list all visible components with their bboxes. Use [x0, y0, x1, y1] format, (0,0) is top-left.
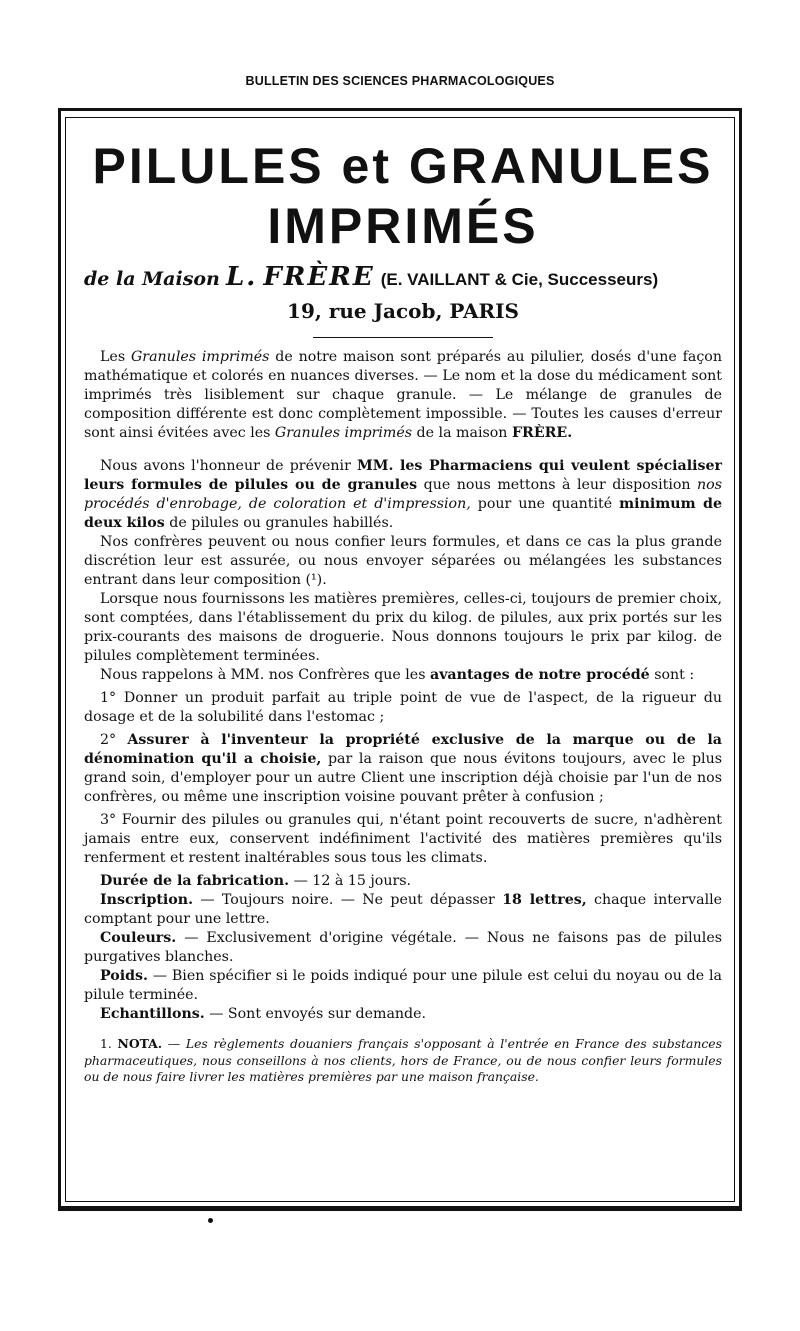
advantage-2: 2° Assurer à l'inventeur la propriété exclusive de la marque ou de la dénomination qu'il a choisie, par la raison que nous évitons toujours, avec le plus grand soin, d'employer pour un autre Client une inscription déjà choisie par l'un de nos confrères, ou même une inscription voisine pouvant prêter à confusion ;	[84, 732, 723, 805]
paragraph-prevenir: Nous avons l'honneur de prévenir MM. les Pharmaciens qui veulent spécialiser leurs formules de pilules ou de granules que nous mettons à leur disposition nos procédés d'enrobage, de coloration et d'impression, pour une quantité minimum de deux kilos de pilules ou granules habillés.	[84, 458, 723, 531]
bottom-border-rule	[58, 1206, 742, 1209]
spec-duree: Durée de la fabrication. — 12 à 15 jours.	[100, 873, 412, 889]
printer-dot-mark	[208, 1218, 213, 1223]
advantage-3: 3° Fournir des pilules ou granules qui, n'étant point recouverts de sucre, n'adhèrent jamais entre eux, conservent indéfiniment l'activité des matières premières qu'ils renferment et restent inaltérables sous tous les climats.	[84, 812, 722, 866]
address: 19, rue Jacob, PARIS	[287, 299, 519, 323]
advertisement-content	[84, 126, 722, 1086]
maison-prefix: de la Maison	[84, 268, 220, 290]
maison-line	[84, 264, 722, 293]
title-line-2: IMPRIMÉS	[267, 198, 539, 254]
advantage-1: 1° Donner un produit parfait au triple point de vue de l'aspect, de la rigueur du dosage et de la solubilité dans l'estomac ;	[84, 690, 722, 725]
divider	[313, 337, 493, 338]
maison-initial: L.	[225, 262, 258, 292]
spec-inscription: Inscription. — Toujours noire. — Ne peut dépasser 18 lettres, chaque intervalle comptant pour une lettre.	[84, 892, 723, 927]
spec-poids: Poids. — Bien spécifier si le poids indiqué pour une pilule est celui du noyau ou de la pilule terminée.	[84, 968, 722, 1003]
paragraph-avantages: Nous rappelons à MM. nos Confrères que les avantages de notre procédé sont :	[100, 667, 695, 683]
page-header: BULLETIN DES SCIENCES PHARMACOLOGIQUES	[245, 74, 555, 88]
title-line-1: PILULES et GRANULES	[92, 138, 714, 194]
spec-couleurs: Couleurs. — Exclusivement d'origine végétale. — Nous ne faisons pas de pilules purgatives blanches.	[84, 930, 722, 965]
paragraph-matieres: Lorsque nous fournissons les matières premières, celles-ci, toujours de premier choix, sont comptées, dans l'établissement du prix du kilog. de pilules, aux prix portés sur les prix-courants des maisons de droguerie. Nous donnons toujours le prix par kilog. de pilules complètement terminées.	[84, 591, 722, 664]
footnote-nota: 1. NOTA. — Les règlements douaniers français s'opposant à l'entrée en France des substances pharmaceutiques, nous conseillons à nos clients, hors de France, ou de nous confier leurs formules ou de nous faire livrer les matières premières par une maison française.	[84, 1036, 722, 1084]
maison-successors: (E. VAILLANT & Cie, Successeurs)	[380, 270, 659, 289]
intro-paragraph: Les Granules imprimés de notre maison sont préparés au pilulier, dosés d'une façon mathématique et colorés en nuances diverses. — Le nom et la dose du médicament sont imprimés très lisiblement sur chaque granule. — Le mélange de granules de composition différente est donc complètement impossible. — Toutes les causes d'erreur sont ainsi évitées avec les Granules imprimés de la maison FRÈRE.	[84, 349, 722, 441]
paragraph-confreres: Nos confrères peuvent ou nous confier leurs formules, et dans ce cas la plus grande discrétion leur est assurée, ou nous envoyer séparées ou mélangées les substances entrant dans leur composition (¹).	[84, 534, 722, 588]
maison-name: FRÈRE	[263, 262, 375, 292]
spec-echantillons: Echantillons. — Sont envoyés sur demande.	[100, 1006, 427, 1022]
